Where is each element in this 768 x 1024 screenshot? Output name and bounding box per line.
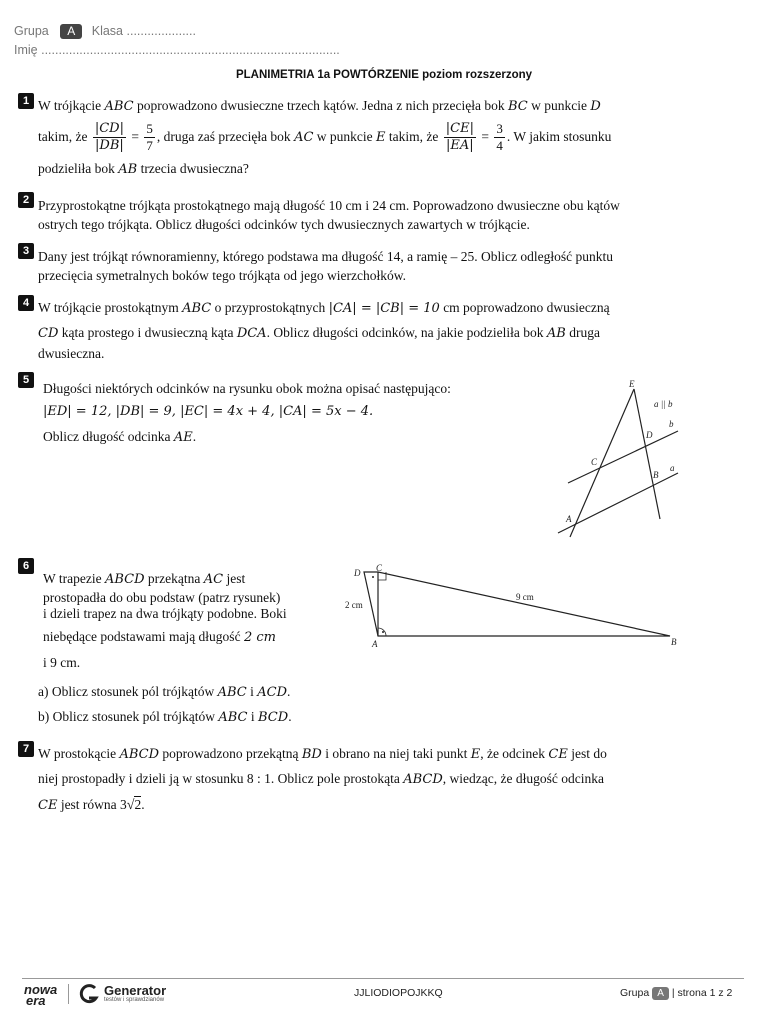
task-6-line-2: prostopadła do obu podstaw (patrz rysunek) (43, 590, 281, 605)
task-4-line-1: W trójkącie prostokątnym ABC o przyprostokątnych |CA| = |CB| = 10 cm poprowadzono dwusieczną (38, 300, 610, 316)
task-4-line-2: CD kąta prostego i dwusieczną kąta DCA. Oblicz długości odcinków, na jakie podzieliła bok AB druga (38, 325, 600, 341)
task-number-7: 7 (18, 741, 34, 757)
group-badge: A (60, 24, 82, 39)
task-1-line-2: takim, że $\frac{|CD|}{|DB|}$ = $\frac{5}{7}$ , druga zaś przecięła bok AC w punkcie E takim, że $\frac{|CE|}{|EA|}$ = $\frac{3}{4}$ . W jakim stosunku (38, 121, 612, 154)
label-line-b: b (669, 419, 674, 429)
line-ea (570, 389, 634, 537)
task-6-line-5: i 9 cm. (43, 655, 81, 670)
name-row (14, 43, 340, 57)
task-number-4: 4 (18, 295, 34, 311)
task-5-line-3: Oblicz długość odcinka AE. (43, 429, 197, 445)
class-field[interactable]: .................... (126, 24, 196, 38)
fraction-3-4: $\frac{3}{4}$ (496, 121, 503, 154)
task-5-line-1: Długości niektórych odcinków na rysunku obok można opisać następująco: (43, 381, 451, 396)
task-7-line-1: W prostokącie ABCD poprowadzono przekątną BD i obrano na niej taki punkt E, że odcinek CE jest do (38, 746, 607, 762)
task-2-line-1: Przyprostokątne trójkąta prostokątnego mają długość 10 cm i 24 cm. Poprowadzono dwusieczne obu kątów (38, 198, 620, 213)
generator-logo-subtitle: testów i sprawdzianów (104, 997, 165, 1003)
task-1-line-1: W trójkącie ABC poprowadzono dwusieczne trzech kątów. Jedna z nich przecięła bok BC w punkcie D (38, 98, 601, 114)
task-4-line-3: dwusieczna. (38, 346, 105, 361)
task-number-6: 6 (18, 558, 34, 574)
label-side-2cm: 2 cm (345, 600, 363, 610)
task-6-question-b: b) Oblicz stosunek pól trójkątów ABC i BCD. (38, 709, 292, 725)
task-6-line-4: niebędące podstawami mają długość 2 cm (43, 629, 276, 645)
task-6-question-a: a) Oblicz stosunek pól trójkątów ABC i ACD. (38, 684, 291, 700)
page-title: PLANIMETRIA 1a POWTÓRZENIE poziom rozszerzony (235, 69, 533, 81)
fraction-cd-db: $\frac{|CD|}{|DB|}$ (94, 121, 124, 154)
label-d: D (354, 568, 361, 578)
label-d: D (646, 430, 653, 440)
line-b (568, 431, 678, 483)
task-number-1: 1 (18, 93, 34, 109)
label-c: C (376, 563, 383, 573)
trapezoid-abcd (364, 572, 670, 636)
task-6-line-3: i dzieli trapez na dwa trójkąty podobne. Boki (43, 606, 287, 621)
label-a-point: A (566, 514, 572, 524)
label-b: B (671, 637, 677, 647)
task-5-line-2: |ED| = 12, |DB| = 9, |EC| = 4x + 4, |CA| = 5x − 4. (43, 404, 374, 419)
name-label: Imię (14, 43, 38, 57)
label-parallel: a || b (654, 399, 673, 409)
line-a (558, 473, 678, 533)
nowa-era-logo: nowa era (24, 982, 58, 1008)
label-line-a: a (670, 463, 675, 473)
task-2-line-2: ostrych tego trójkąta. Oblicz długości odcinków tych dwusiecznych zawartych w trójkącie. (38, 217, 530, 232)
document-code: JJLIODIOPOJKKQ (354, 987, 443, 999)
task-number-2: 2 (18, 192, 34, 208)
task-5-figure (550, 375, 690, 545)
generator-logo-icon (78, 983, 100, 1005)
name-field[interactable]: ...................................................................................... (41, 43, 340, 57)
logo-separator (68, 984, 69, 1004)
group-label: Grupa (14, 24, 49, 38)
group-row (14, 24, 196, 39)
footer-page-info: Grupa A | strona 1 z 2 (620, 987, 733, 999)
task-3-line-1: Dany jest trójkąt równoramienny, którego podstawa ma długość 14, a ramię – 25. Oblicz odległość punktu (38, 249, 614, 264)
task-number-5: 5 (18, 372, 34, 388)
task-7-line-3: CE jest równa 3√2. (38, 797, 145, 813)
fraction-ce-ea: $\frac{|CE|}{|EA|}$ (445, 121, 474, 154)
footer-divider (22, 978, 744, 979)
task-6-line-1: W trapezie ABCD przekątna AC jest (43, 571, 246, 587)
sqrt-radicand: 2 (134, 797, 142, 812)
label-e: E (629, 379, 635, 389)
generator-logo-text: Generator (104, 983, 167, 998)
task-7-line-2: niej prostopadły i dzieli ją w stosunku 8 : 1. Oblicz pole prostokąta ABCD, wiedząc, że długość odcinka (38, 771, 604, 787)
task-3-line-2: przecięcia symetralnych boków tego trójkąta od jego wierzchołków. (38, 268, 406, 283)
fraction-5-7: $\frac{5}{7}$ (146, 121, 153, 154)
task-1-line-3: podzieliła bok AB trzecia dwusieczna? (38, 161, 249, 177)
label-side-9cm: 9 cm (516, 592, 534, 602)
task-number-3: 3 (18, 243, 34, 259)
class-label: Klasa (91, 24, 124, 38)
label-c: C (591, 457, 598, 467)
task-6-figure (340, 560, 685, 655)
footer-group-badge: A (652, 987, 669, 1000)
label-a: A (372, 639, 378, 649)
label-b-point: B (653, 470, 659, 480)
